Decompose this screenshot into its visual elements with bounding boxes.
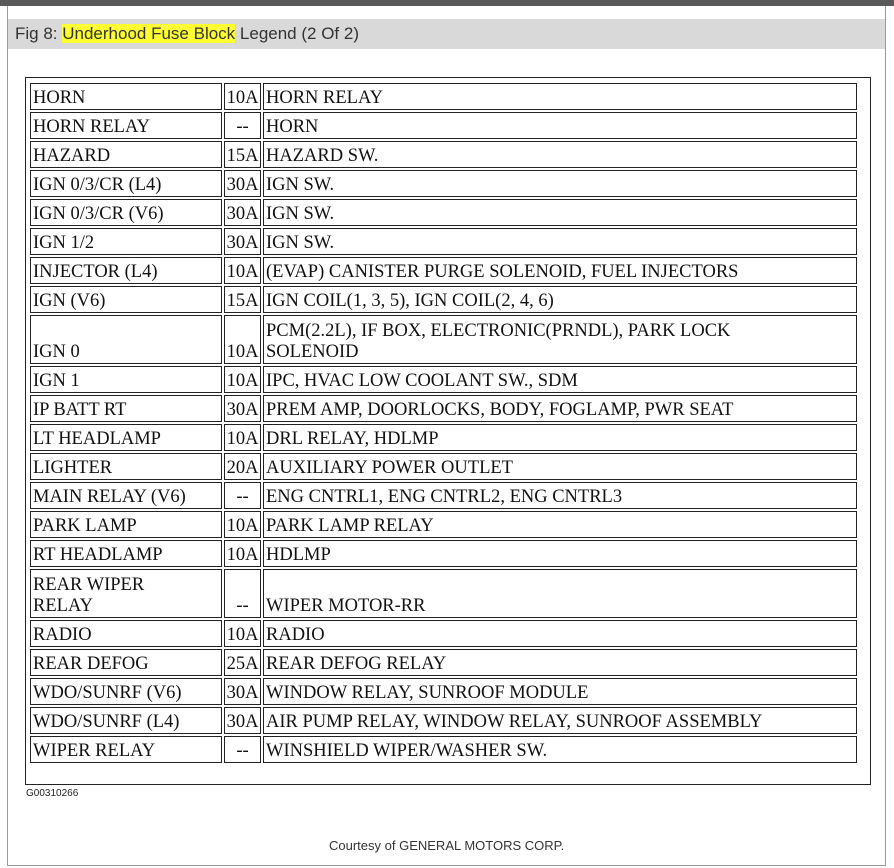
courtesy-note: Courtesy of GENERAL MOTORS CORP. (329, 838, 565, 853)
title-prefix: Fig 8: (15, 24, 63, 43)
fuse-amps-cell: -- (224, 112, 261, 139)
fuse-amps-cell: 30A (224, 395, 261, 422)
table-row (30, 112, 857, 139)
table-row (30, 228, 857, 255)
fuse-circuit-cell: IGN SW. (263, 228, 857, 255)
fuse-name-cell: WDO/SUNRF (L4) (30, 707, 222, 734)
fuse-amps-cell: 10A (224, 540, 261, 567)
fuse-circuit-cell: WIPER MOTOR-RR (263, 569, 857, 618)
table-row (30, 620, 857, 647)
fuse-circuit-cell: PARK LAMP RELAY (263, 511, 857, 538)
fuse-amps-cell: -- (224, 569, 261, 618)
fuse-name-cell: RT HEADLAMP (30, 540, 222, 567)
fuse-name-cell: HORN (30, 83, 222, 110)
fuse-circuit-cell: RADIO (263, 620, 857, 647)
fuse-amps-cell: 30A (224, 707, 261, 734)
table-row (30, 286, 857, 313)
figure-frame (7, 6, 886, 866)
fuse-circuit-cell: HORN RELAY (263, 83, 857, 110)
fuse-circuit-cell: ENG CNTRL1, ENG CNTRL2, ENG CNTRL3 (263, 482, 857, 509)
table-row (30, 649, 857, 676)
fuse-name-cell: IGN 1/2 (30, 228, 222, 255)
fuse-amps-cell: -- (224, 482, 261, 509)
fuse-circuit-cell: PCM(2.2L), IF BOX, ELECTRONIC(PRNDL), PARK LOCK SOLENOID (263, 315, 857, 364)
figure-header (8, 19, 885, 49)
fuse-name-cell: LT HEADLAMP (30, 424, 222, 451)
fuse-name-cell: IGN 1 (30, 366, 222, 393)
fuse-name-cell: IGN 0/3/CR (V6) (30, 199, 222, 226)
fuse-amps-cell: -- (224, 736, 261, 763)
fuse-circuit-cell: PREM AMP, DOORLOCKS, BODY, FOGLAMP, PWR SEAT (263, 395, 857, 422)
fuse-amps-cell: 15A (224, 141, 261, 168)
table-row (30, 736, 857, 763)
fuse-name-cell: HAZARD (30, 141, 222, 168)
fuse-name-cell: WIPER RELAY (30, 736, 222, 763)
fuse-circuit-cell: WINSHIELD WIPER/WASHER SW. (263, 736, 857, 763)
fuse-circuit-cell: IPC, HVAC LOW COOLANT SW., SDM (263, 366, 857, 393)
fuse-amps-cell: 15A (224, 286, 261, 313)
fuse-circuit-cell: WINDOW RELAY, SUNROOF MODULE (263, 678, 857, 705)
fuse-circuit-cell: HORN (263, 112, 857, 139)
fuse-circuit-cell: IGN COIL(1, 3, 5), IGN COIL(2, 4, 6) (263, 286, 857, 313)
table-row (30, 482, 857, 509)
table-row (30, 424, 857, 451)
fuse-amps-cell: 10A (224, 424, 261, 451)
fuse-name-cell: REAR WIPER RELAY (30, 569, 222, 618)
fuse-name-cell: LIGHTER (30, 453, 222, 480)
fuse-amps-cell: 10A (224, 83, 261, 110)
table-row (30, 83, 857, 110)
table-row (30, 315, 857, 364)
table-row (30, 366, 857, 393)
fuse-name-cell: IGN 0 (30, 315, 222, 364)
figure-title (15, 24, 359, 44)
table-row (30, 678, 857, 705)
fuse-circuit-cell: HDLMP (263, 540, 857, 567)
fuse-amps-cell: 30A (224, 228, 261, 255)
table-row (30, 511, 857, 538)
title-highlight: Underhood Fuse Block (62, 24, 236, 43)
fuse-amps-cell: 10A (224, 511, 261, 538)
fuse-name-cell: INJECTOR (L4) (30, 257, 222, 284)
table-row (30, 569, 857, 618)
table-row (30, 707, 857, 734)
table-row (30, 453, 857, 480)
fuse-amps-cell: 10A (224, 257, 261, 284)
fuse-amps-cell: 30A (224, 678, 261, 705)
fuse-circuit-cell: AIR PUMP RELAY, WINDOW RELAY, SUNROOF ASSEMBLY (263, 707, 857, 734)
fuse-circuit-cell: AUXILIARY POWER OUTLET (263, 453, 857, 480)
fuse-name-cell: IGN 0/3/CR (L4) (30, 170, 222, 197)
fuse-circuit-cell: IGN SW. (263, 170, 857, 197)
fuse-legend-body (30, 83, 857, 763)
fuse-amps-cell: 10A (224, 315, 261, 364)
fuse-circuit-cell: IGN SW. (263, 199, 857, 226)
fuse-name-cell: PARK LAMP (30, 511, 222, 538)
fuse-circuit-cell: HAZARD SW. (263, 141, 857, 168)
table-row (30, 170, 857, 197)
fuse-circuit-cell: (EVAP) CANISTER PURGE SOLENOID, FUEL INJECTORS (263, 257, 857, 284)
fuse-amps-cell: 10A (224, 366, 261, 393)
fuse-name-cell: IGN (V6) (30, 286, 222, 313)
fuse-circuit-cell: DRL RELAY, HDLMP (263, 424, 857, 451)
fuse-name-cell: HORN RELAY (30, 112, 222, 139)
fuse-amps-cell: 30A (224, 170, 261, 197)
fuse-amps-cell: 25A (224, 649, 261, 676)
fuse-amps-cell: 30A (224, 199, 261, 226)
fuse-amps-cell: 20A (224, 453, 261, 480)
fuse-name-cell: REAR DEFOG (30, 649, 222, 676)
fuse-name-cell: IP BATT RT (30, 395, 222, 422)
title-suffix: Legend (2 Of 2) (235, 24, 359, 43)
fuse-name-cell: WDO/SUNRF (V6) (30, 678, 222, 705)
fuse-legend-table-wrap (25, 77, 871, 785)
table-row (30, 395, 857, 422)
figure-code: G00310266 (26, 788, 79, 799)
fuse-circuit-cell: REAR DEFOG RELAY (263, 649, 857, 676)
table-row (30, 257, 857, 284)
fuse-name-cell: MAIN RELAY (V6) (30, 482, 222, 509)
fuse-name-cell: RADIO (30, 620, 222, 647)
fuse-legend-table (28, 81, 859, 765)
table-row (30, 540, 857, 567)
table-row (30, 199, 857, 226)
fuse-amps-cell: 10A (224, 620, 261, 647)
table-row (30, 141, 857, 168)
